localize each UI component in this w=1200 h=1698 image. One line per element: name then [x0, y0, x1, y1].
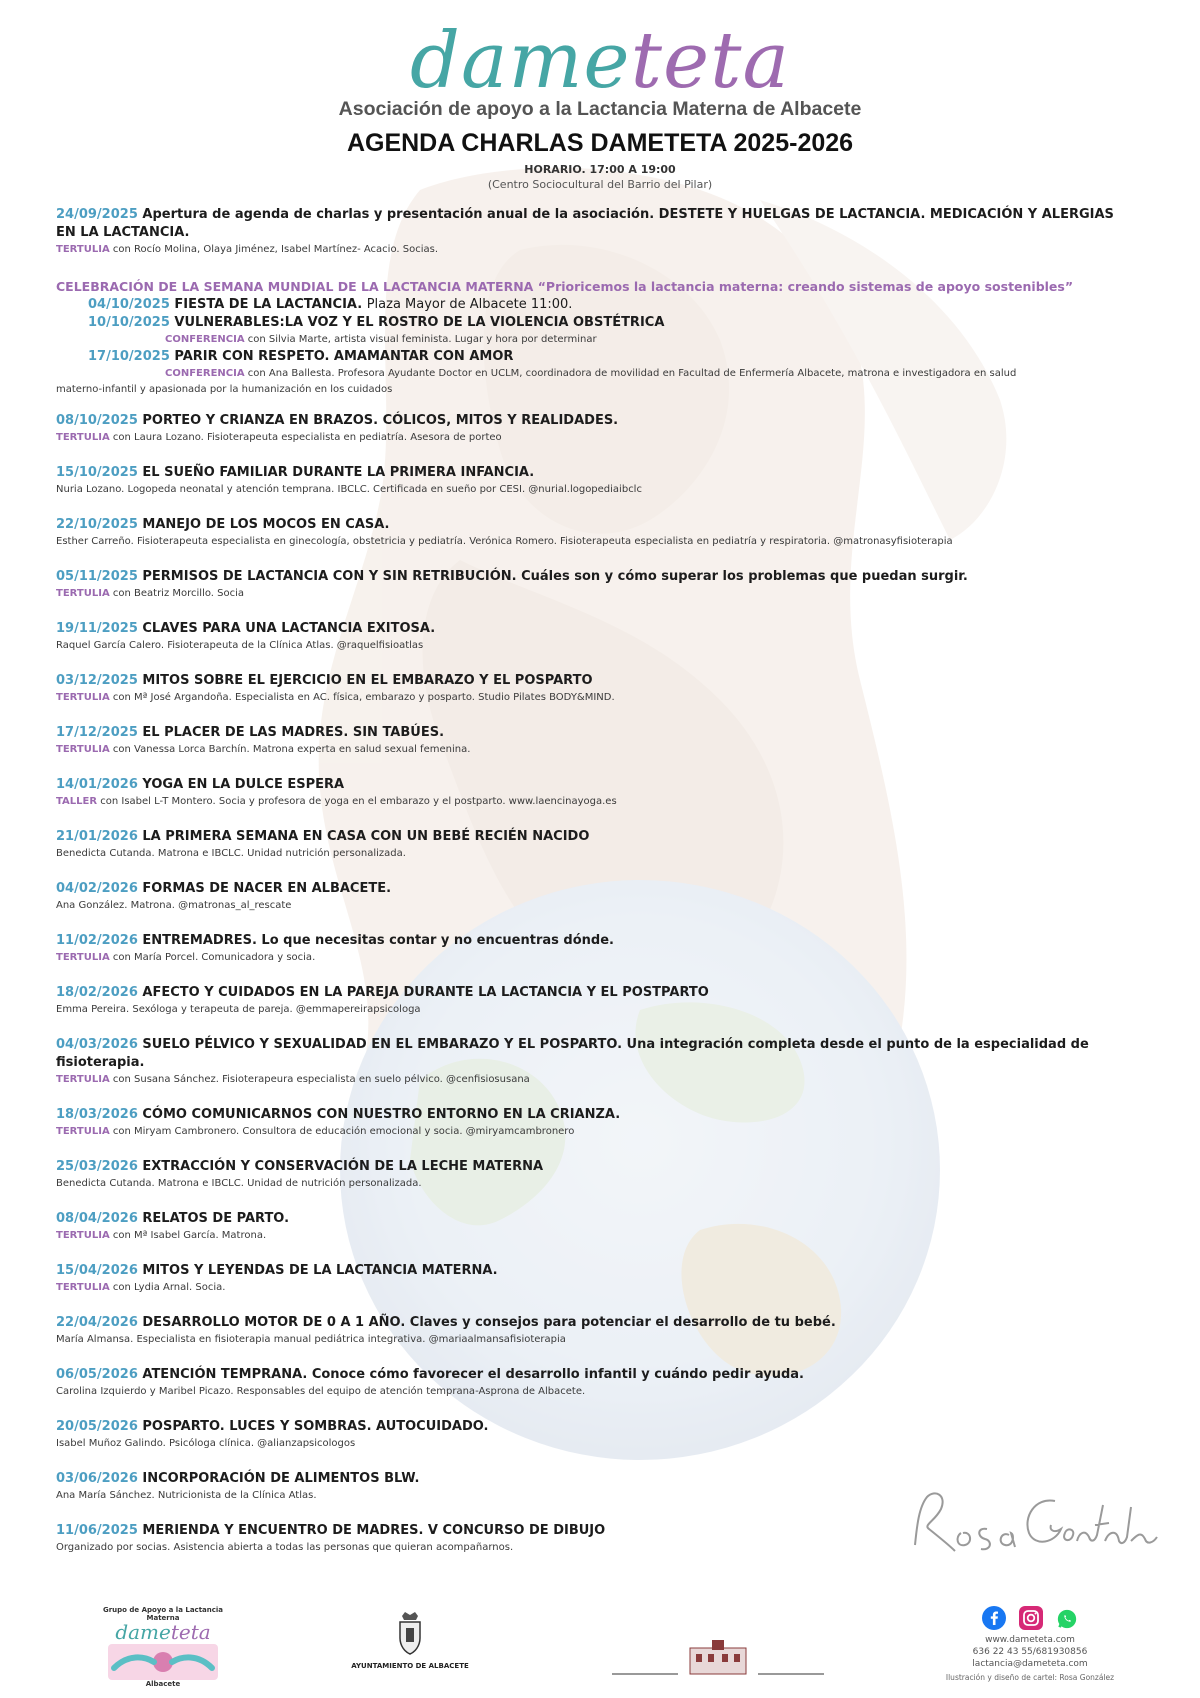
event-detail: con Lydia Arnal. Socia. [112, 1282, 226, 1293]
event-item [56, 1036, 1116, 1088]
event-title-line [56, 984, 1116, 1002]
event-item [56, 1158, 1116, 1192]
event-title: FORMAS DE NACER EN ALBACETE. [142, 881, 392, 896]
ayuntamiento-logo [335, 1612, 485, 1670]
event-title-line [56, 1210, 1116, 1228]
event-kind: TERTULIA [56, 692, 110, 703]
event-date: 05/11/2025 [56, 569, 138, 584]
event-item [56, 1106, 1116, 1140]
event-title: PARIR CON RESPETO. AMAMANTAR CON AMOR [174, 349, 514, 364]
logo-part-dame: dame [410, 16, 631, 106]
centro-building-logo [612, 1640, 824, 1680]
sub-event-title-line [56, 348, 1116, 366]
facebook-icon[interactable] [982, 1606, 1006, 1630]
event-kind: TALLER [56, 796, 98, 807]
event-detail: Emma Pereira. Sexóloga y terapeuta de pareja. @emmapereirapsicologa [56, 1004, 421, 1015]
event-date: 15/10/2025 [56, 465, 138, 480]
event-date: 17/12/2025 [56, 725, 138, 740]
event-detail-line [56, 1228, 1116, 1244]
hands-illustration [108, 1644, 218, 1680]
event-detail-line [56, 1280, 1116, 1296]
event-item [56, 984, 1116, 1018]
event-date: 19/11/2025 [56, 621, 138, 636]
event-detail: con Isabel L-T Montero. Socia y profesora de yoga en el embarazo y el postparto. www.laencinayoga.es [100, 796, 617, 807]
event-title: ATENCIÓN TEMPRANA. Conoce cómo favorecer el desarrollo infantil y cuándo pedir ayuda. [142, 1367, 804, 1382]
event-title: MANEJO DE LOS MOCOS EN CASA. [142, 517, 390, 532]
event-title: EXTRACCIÓN Y CONSERVACIÓN DE LA LECHE MATERNA [142, 1159, 544, 1174]
event-detail: Isabel Muñoz Galindo. Psicóloga clínica. @alianzapsicologos [56, 1438, 356, 1449]
event-title: PERMISOS DE LACTANCIA CON Y SIN RETRIBUCIÓN. Cuáles son y cómo superar los problemas que puedan surgir. [142, 569, 968, 584]
event-detail: con Ana Ballesta. Profesora Ayudante Doctor en UCLM, coordinadora de movilidad en Facultad de Enfermería Albacete, matrona e investigadora en salud [247, 368, 1017, 379]
association-subtitle: Asociación de apoyo a la Lactancia Materna de Albacete [338, 98, 862, 120]
event-title-line [56, 1158, 1116, 1176]
event-title-line [56, 620, 1116, 638]
grupo-wordmark-part1: dame [115, 1620, 171, 1644]
event-date: 18/03/2026 [56, 1107, 138, 1122]
event-detail-line [56, 690, 1116, 706]
event-item [56, 1366, 1116, 1400]
event-title-extra: Plaza Mayor de Albacete 11:00. [366, 297, 573, 312]
event-detail: con Beatriz Morcillo. Socia [112, 588, 245, 599]
event-detail-line [56, 430, 1116, 446]
event-date: 11/06/2025 [56, 1523, 138, 1538]
event-item [56, 206, 1116, 258]
event-title: RELATOS DE PARTO. [142, 1211, 290, 1226]
world-breastfeeding-week [56, 278, 1116, 398]
event-title-line [56, 1314, 1116, 1332]
event-kind: TERTULIA [56, 1230, 110, 1241]
event-date: 21/01/2026 [56, 829, 138, 844]
event-detail: con Vanessa Lorca Barchín. Matrona experta en salud sexual femenina. [112, 744, 471, 755]
event-date: 04/02/2026 [56, 881, 138, 896]
design-credit: Ilustración y diseño de cartel: Rosa González [945, 1673, 1115, 1682]
event-detail: con Susana Sánchez. Fisioterapeura especialista en suelo pélvico. @cenfisiosusana [112, 1074, 530, 1085]
event-date: 22/04/2026 [56, 1315, 138, 1330]
event-item [56, 828, 1116, 862]
event-date: 18/02/2026 [56, 985, 138, 1000]
event-detail: con Mª José Argandoña. Especialista en AC. física, embarazo y posparto. Studio Pilates BODY&MIND. [112, 692, 615, 703]
event-detail: María Almansa. Especialista en fisioterapia manual pediátrica integrativa. @mariaalmansafisioterapia [56, 1334, 566, 1345]
event-title-line [56, 672, 1116, 690]
phone-numbers: 636 22 43 55/681930856 [972, 1647, 1088, 1657]
sub-event-detail-line [56, 366, 1116, 382]
grupo-wordmark-part2: teta [170, 1620, 211, 1644]
event-title-line [56, 516, 1116, 534]
event-detail-line [56, 586, 1116, 602]
event-date: 24/09/2025 [56, 207, 138, 222]
event-kind: TERTULIA [56, 1074, 110, 1085]
grupo-label: Grupo de Apoyo a la Lactancia Materna [102, 1606, 224, 1622]
event-detail: Carolina Izquierdo y Maribel Picazo. Responsables del equipo de atención temprana-Asprona de Albacete. [56, 1386, 586, 1397]
event-title-line [56, 568, 1116, 586]
event-title-line [56, 1106, 1116, 1124]
event-detail: con Rocío Molina, Olaya Jiménez, Isabel Martínez- Acacio. Socias. [112, 244, 439, 255]
grupo-apoyo-logo [98, 1606, 228, 1688]
event-kind: TERTULIA [56, 952, 110, 963]
event-title: PORTEO Y CRIANZA EN BRAZOS. CÓLICOS, MITOS Y REALIDADES. [142, 413, 619, 428]
event-date: 15/04/2026 [56, 1263, 138, 1278]
event-kind: CONFERENCIA [165, 368, 245, 379]
event-date: 08/10/2025 [56, 413, 138, 428]
event-kind: TERTULIA [56, 432, 110, 443]
event-item [56, 412, 1116, 446]
event-title: MERIENDA Y ENCUENTRO DE MADRES. V CONCURSO DE DIBUJO [142, 1523, 606, 1538]
event-title: EL PLACER DE LAS MADRES. SIN TABÚES. [142, 725, 445, 740]
event-item [56, 464, 1116, 498]
event-kind: TERTULIA [56, 1282, 110, 1293]
event-date: 03/12/2025 [56, 673, 138, 688]
event-title-line [56, 412, 1116, 430]
event-title: POSPARTO. LUCES Y SOMBRAS. AUTOCUIDADO. [142, 1419, 489, 1434]
event-item [56, 568, 1116, 602]
event-kind: TERTULIA [56, 588, 110, 599]
event-title: MITOS SOBRE EL EJERCICIO EN EL EMBARAZO Y EL POSPARTO [142, 673, 593, 688]
event-title: Apertura de agenda de charlas y presentación anual de la asociación. DESTETE Y HUELGAS DE LACTANCIA. MEDICACIÓN Y ALERGIAS EN LA LACTANCIA. [56, 207, 1114, 240]
event-date: 11/02/2026 [56, 933, 138, 948]
event-title: AFECTO Y CUIDADOS EN LA PAREJA DURANTE LA LACTANCIA Y EL POSTPARTO [142, 985, 709, 1000]
event-title-line [56, 880, 1116, 898]
event-detail: con Mª Isabel García. Matrona. [112, 1230, 267, 1241]
event-title-line [56, 828, 1116, 846]
section-heading: CELEBRACIÓN DE LA SEMANA MUNDIAL DE LA LACTANCIA MATERNA “Prioricemos la lactancia materna: creando sistemas de apoyo sostenibles” [56, 279, 1074, 294]
venue: (Centro Sociocultural del Barrio del Pilar) [487, 178, 713, 191]
event-detail-line [56, 742, 1116, 758]
event-title: FIESTA DE LA LACTANCIA. [174, 297, 363, 312]
event-item [56, 776, 1116, 810]
event-detail: Esther Carreño. Fisioterapeuta especialista en ginecología, obstetricia y pediatría. Verónica Romero. Fisioterapeuta especialista en pediatría y respiratoria. @matronasyfisioterapia [56, 536, 953, 547]
event-detail-line [56, 794, 1116, 810]
event-detail: con Miryam Cambronero. Consultora de educación emocional y socia. @miryamcambronero [112, 1126, 575, 1137]
event-detail: Ana María Sánchez. Nutricionista de la Clínica Atlas. [56, 1490, 317, 1501]
event-kind: TERTULIA [56, 1126, 110, 1137]
event-list [56, 206, 1116, 1556]
email-link[interactable]: lactancia@dameteta.com [972, 1659, 1088, 1669]
event-kind: TERTULIA [56, 744, 110, 755]
event-item [56, 1210, 1116, 1244]
event-detail: Benedicta Cutanda. Matrona e IBCLC. Unidad de nutrición personalizada. [56, 1178, 422, 1189]
sub-event-title-line [56, 296, 1116, 314]
event-date: 04/10/2025 [88, 297, 170, 312]
event-title-line [56, 206, 1116, 242]
event-item [56, 1314, 1116, 1348]
contact-block [930, 1606, 1130, 1684]
event-detail: Ana González. Matrona. @matronas_al_rescate [56, 900, 292, 911]
sub-event-detail-line [56, 332, 1116, 348]
grupo-place: Albacete [145, 1680, 181, 1688]
event-date: 22/10/2025 [56, 517, 138, 532]
event-date: 14/01/2026 [56, 777, 138, 792]
event-title: INCORPORACIÓN DE ALIMENTOS BLW. [142, 1471, 420, 1486]
event-title-line [56, 776, 1116, 794]
event-title-line [56, 1366, 1116, 1384]
event-detail: Organizado por socias. Asistencia abierta a todas las personas que quieran acompañarnos. [56, 1542, 514, 1553]
event-date: 08/04/2026 [56, 1211, 138, 1226]
website-link[interactable]: www.dameteta.com [985, 1635, 1075, 1645]
event-date: 03/06/2026 [56, 1471, 138, 1486]
event-detail: Nuria Lozano. Logopeda neonatal y atención temprana. IBCLC. Certificada en sueño por CESI. @nurial.logopediaibclc [56, 484, 642, 495]
social-icons [930, 1606, 1130, 1632]
event-title-line [56, 724, 1116, 742]
event-date: 17/10/2025 [88, 349, 170, 364]
artist-signature [905, 1485, 1165, 1565]
event-date: 04/03/2026 [56, 1037, 138, 1052]
event-title: CLAVES PARA UNA LACTANCIA EXITOSA. [142, 621, 436, 636]
event-detail: con Silvia Marte, artista visual feminista. Lugar y hora por determinar [247, 334, 597, 345]
event-detail-line [56, 1072, 1116, 1088]
event-title: VULNERABLES:LA VOZ Y EL ROSTRO DE LA VIOLENCIA OBSTÉTRICA [174, 315, 665, 330]
event-title-line [56, 464, 1116, 482]
event-item [56, 880, 1116, 914]
ayuntamiento-name: AYUNTAMIENTO DE ALBACETE [351, 1662, 469, 1670]
event-title: YOGA EN LA DULCE ESPERA [142, 777, 345, 792]
event-kind: TERTULIA [56, 244, 110, 255]
page-title: AGENDA CHARLAS DAMETETA 2025-2026 [346, 129, 854, 157]
event-title: SUELO PÉLVICO Y SEXUALIDAD EN EL EMBARAZO Y EL POSPARTO. Una integración completa desde el punto de la especialidad de fisioterapia. [56, 1037, 1089, 1070]
event-title: CÓMO COMUNICARNOS CON NUESTRO ENTORNO EN LA CRIANZA. [142, 1107, 621, 1122]
event-title: DESARROLLO MOTOR DE 0 A 1 AÑO. Claves y consejos para potenciar el desarrollo de tu bebé. [142, 1315, 836, 1330]
event-item [56, 1262, 1116, 1296]
event-item [56, 932, 1116, 966]
event-detail: Benedicta Cutanda. Matrona e IBCLC. Unidad nutrición personalizada. [56, 848, 406, 859]
event-title: ENTREMADRES. Lo que necesitas contar y no encuentras dónde. [142, 933, 614, 948]
event-kind: CONFERENCIA [165, 334, 245, 345]
event-date: 10/10/2025 [88, 315, 170, 330]
event-item [56, 724, 1116, 758]
logo-part-teta: teta [630, 16, 790, 106]
event-title-line [56, 1418, 1116, 1436]
dameteta-logo [0, 18, 1200, 104]
event-detail-line [56, 950, 1116, 966]
event-title: MITOS Y LEYENDAS DE LA LACTANCIA MATERNA. [142, 1263, 498, 1278]
event-date: 06/05/2026 [56, 1367, 138, 1382]
event-detail: Raquel García Calero. Fisioterapeuta de la Clínica Atlas. @raquelfisioatlas [56, 640, 424, 651]
event-item [56, 516, 1116, 550]
event-detail-line [56, 1124, 1116, 1140]
event-date: 20/05/2026 [56, 1419, 138, 1434]
coat-of-arms-icon [397, 1612, 423, 1656]
event-title-line [56, 1036, 1116, 1072]
event-title-line [56, 932, 1116, 950]
event-title: LA PRIMERA SEMANA EN CASA CON UN BEBÉ RECIÉN NACIDO [142, 829, 590, 844]
instagram-icon[interactable] [1019, 1606, 1043, 1630]
sub-event-title-line [56, 314, 1116, 332]
event-item [56, 672, 1116, 706]
schedule-hours: HORARIO. 17:00 A 19:00 [524, 163, 676, 176]
event-title: EL SUEÑO FAMILIAR DURANTE LA PRIMERA INFANCIA. [142, 465, 535, 480]
event-title-line [56, 1262, 1116, 1280]
event-detail-line [56, 242, 1116, 258]
sub-event-detail-continued: materno-infantil y apasionada por la humanización en los cuidados [56, 384, 393, 395]
whatsapp-icon[interactable] [1056, 1608, 1078, 1630]
event-detail: con Laura Lozano. Fisioterapeuta especialista en pediatría. Asesora de porteo [112, 432, 502, 443]
grupo-wordmark [98, 1622, 228, 1642]
event-date: 25/03/2026 [56, 1159, 138, 1174]
event-item [56, 1418, 1116, 1452]
footer [0, 1600, 1200, 1698]
event-item [56, 620, 1116, 654]
event-detail: con María Porcel. Comunicadora y socia. [112, 952, 316, 963]
